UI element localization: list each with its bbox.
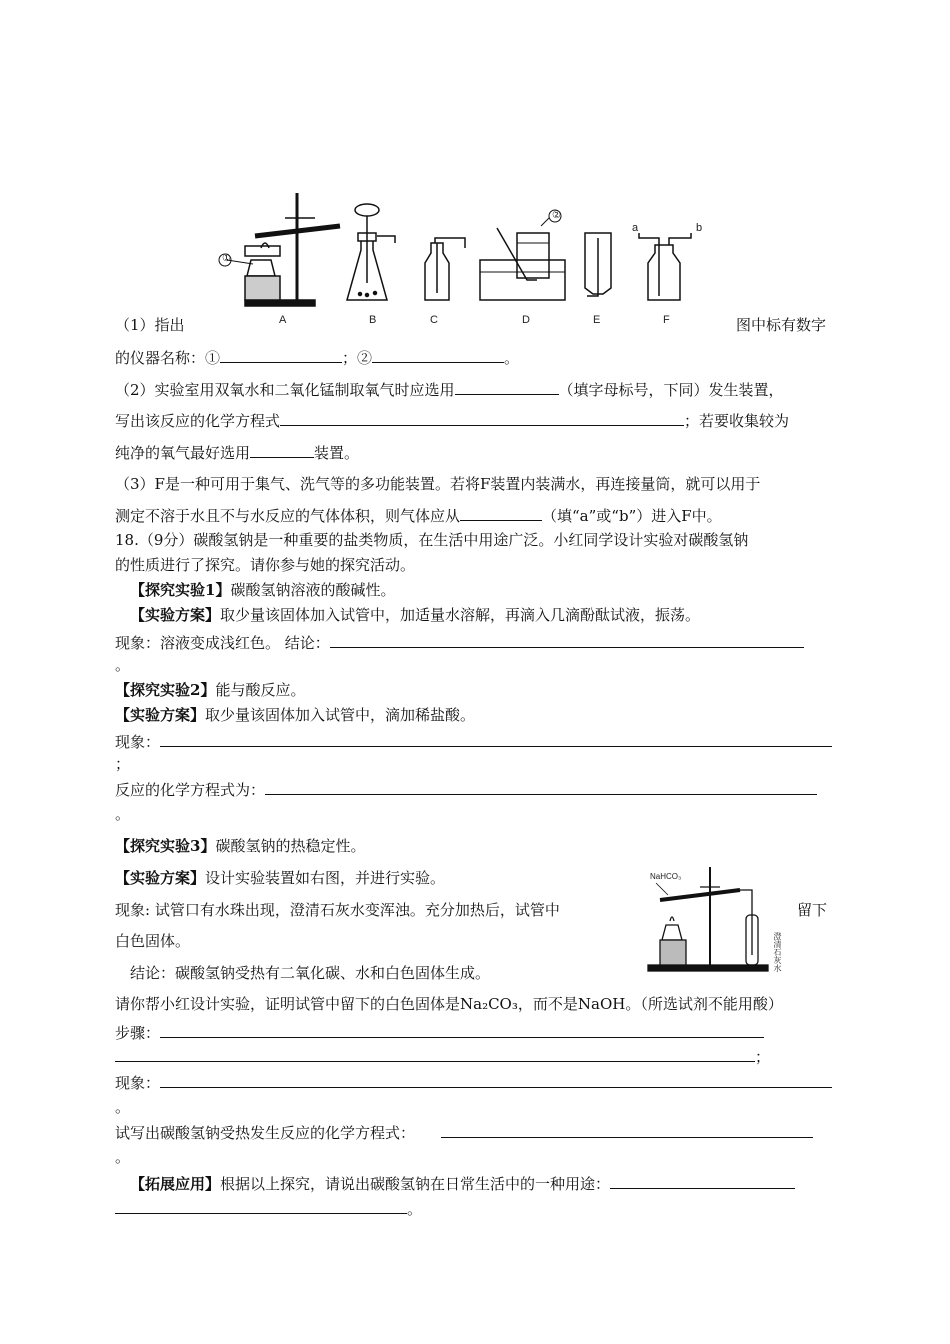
label-b: B [369, 314, 377, 326]
answer-blank[interactable] [280, 410, 684, 426]
q2-line2: 写出该反应的化学方程式 ；若要收集较为 [115, 412, 790, 430]
answer-blank[interactable] [610, 1173, 795, 1189]
marker-1: ① [222, 253, 231, 264]
design-eq: 试写出碳酸氢钠受热发生反应的化学方程式： [115, 1122, 813, 1143]
answer-blank[interactable] [250, 442, 314, 458]
port-a-label: a [632, 222, 639, 234]
exp1-plan: 【实验方案】取少量该固体加入试管中，加适量水溶解，再滴入几滴酚酞试液，振荡。 [130, 606, 701, 624]
label-e: E [593, 314, 601, 326]
label-a: A [279, 314, 287, 326]
answer-blank[interactable] [265, 779, 817, 795]
label-d: D [522, 314, 530, 326]
apparatus-a [219, 193, 340, 306]
exp2-end: 。 [115, 805, 131, 823]
apparatus-figure [215, 188, 695, 323]
q1-suffix: 图中标有数字 [736, 316, 827, 334]
exp2-eq: 反应的化学方程式为： [115, 779, 817, 800]
exp2-plan: 【实验方案】取少量该固体加入试管中，滴加稀盐酸。 [115, 706, 476, 724]
ext-line2: 。 [115, 1198, 422, 1219]
answer-blank[interactable] [115, 1198, 407, 1214]
answer-blank[interactable] [460, 505, 542, 521]
fig2-label-limewater: 澄清石灰水 [773, 932, 782, 972]
design-end1: 。 [115, 1098, 131, 1116]
marker-2: ② [552, 210, 561, 221]
exp3-plan: 【实验方案】设计实验装置如右图，并进行实验。 [115, 869, 446, 887]
label-f: F [663, 314, 670, 326]
exp2-obs: 现象： [115, 731, 832, 752]
ext-line1: 【拓展应用】根据以上探究，请说出碳酸氢钠在日常生活中的一种用途： [130, 1173, 795, 1194]
exp3-conclusion: 结论：碳酸氢钠受热有二氧化碳、水和白色固体生成。 [130, 964, 491, 982]
exp3-obs-c: 白色固体。 [115, 932, 191, 950]
answer-blank[interactable] [330, 632, 804, 648]
answer-blank[interactable] [160, 731, 832, 747]
q3-line2: 测定不溶于水且不与水反应的气体体积，则气体应从 （填“a”或“b”）进入F中。 [115, 507, 722, 525]
q3-line1: （3）F是一种可用于集气、洗气等的多功能装置。若将F装置内装满水，再连接量筒，就可以用于 [115, 475, 761, 493]
apparatus-b [347, 204, 395, 300]
apparatus-f [639, 233, 691, 300]
design-obs: 现象： [115, 1072, 832, 1093]
answer-blank[interactable] [372, 347, 504, 363]
design-end2: 。 [115, 1148, 131, 1166]
q1-prefix: （1）指出 [115, 316, 185, 334]
exp2-semi: ； [115, 755, 131, 773]
design-step-line2: ； [115, 1046, 770, 1067]
answer-blank[interactable] [220, 347, 342, 363]
q1-line2: 的仪器名称：① ；② 。 [115, 349, 520, 367]
answer-blank[interactable] [160, 1022, 764, 1038]
apparatus-d [480, 210, 565, 300]
design-line1: 请你帮小红设计实验，证明试管中留下的白色固体是Na₂CO₃，而不是NaOH。（所选试剂不能用酸） [115, 995, 783, 1013]
exp3-obs-a: 现象: 试管口有水珠出现，澄清石灰水变浑浊。充分加热后，试管中 [115, 901, 560, 919]
answer-blank[interactable] [441, 1122, 813, 1138]
q18-line1: 18.（9分）碳酸氢钠是一种重要的盐类物质，在生活中用途广泛。小红同学设计实验对碳酸氢钠 [115, 531, 749, 549]
exp1-end: 。 [115, 656, 131, 674]
exp2-title: 【探究实验2】能与酸反应。 [115, 681, 306, 699]
exp1-title: 【探究实验1】碳酸氢钠溶液的酸碱性。 [130, 581, 396, 599]
exp3-obs-b: 留下 [797, 901, 828, 919]
answer-blank[interactable] [160, 1072, 832, 1088]
fig2-label-nahco3: NaHCO₃ [650, 872, 682, 881]
design-step: 步骤： [115, 1022, 764, 1043]
answer-blank[interactable] [115, 1046, 755, 1062]
heating-apparatus-figure [640, 865, 792, 975]
answer-blank[interactable] [455, 379, 559, 395]
q18-line2: 的性质进行了探究。请你参与她的探究活动。 [115, 556, 416, 574]
apparatus-c [425, 238, 465, 300]
q2-line3: 纯净的氧气最好选用 装置。 [115, 444, 360, 462]
q2-line1: （2）实验室用双氧水和二氧化锰制取氧气时应选用 （填字母标号，下同）发生装置， [115, 381, 784, 399]
exp3-title: 【探究实验3】碳酸氢钠的热稳定性。 [115, 837, 366, 855]
label-c: C [430, 314, 438, 326]
exp1-obs: 现象：溶液变成浅红色。 结论： [115, 632, 804, 653]
port-b-label: b [696, 222, 703, 234]
apparatus-e [585, 233, 611, 296]
